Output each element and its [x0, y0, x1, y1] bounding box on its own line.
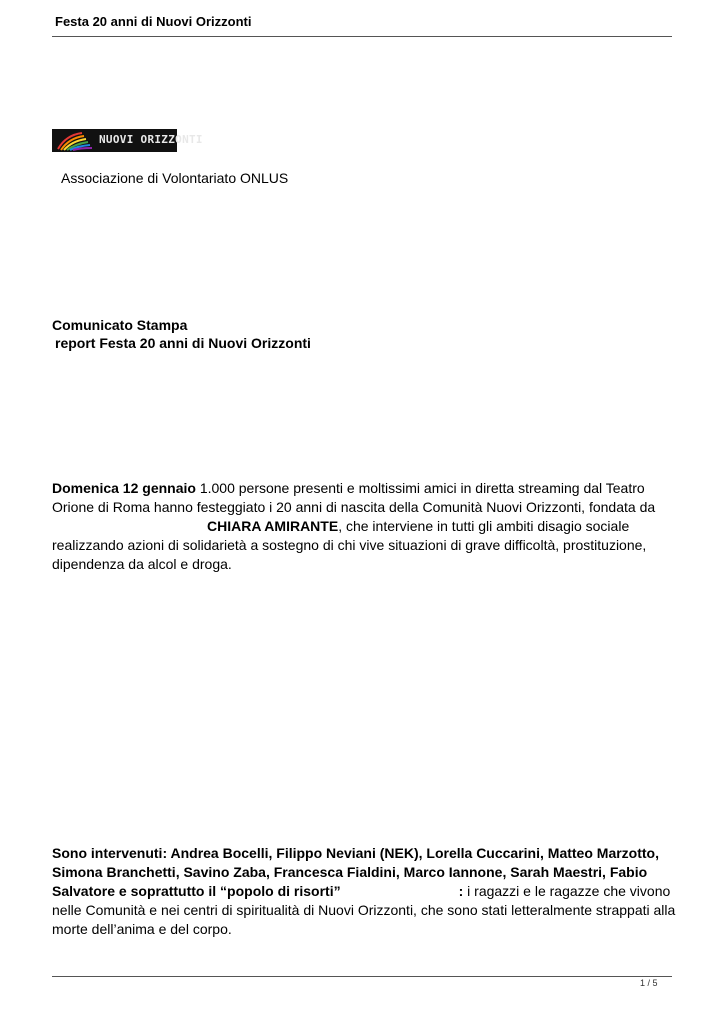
- event-text-a: 1.000 persone presenti e moltissimi amici in diretta streaming dal Teatro Orione di Roma hanno festeggiato i 20 anni di nascita della Comunità Nuovi Orizzonti, fondata da: [52, 480, 656, 515]
- header-divider: [52, 36, 672, 37]
- page-number: 1 / 5: [640, 978, 658, 988]
- rainbow-logo-icon: [52, 129, 100, 152]
- founder-name: CHIARA AMIRANTE: [207, 518, 339, 534]
- press-release-subtitle: report Festa 20 anni di Nuovi Orizzonti: [55, 335, 311, 351]
- event-paragraph: [52, 479, 677, 574]
- logo-text: NUOVI ORIZZONTI: [99, 133, 203, 146]
- speakers-text: i ragazzi e le ragazze che vivono nelle Comunità e nei centri di spiritualità di Nuovi Orizzonti, che sono stati letteralmente strappati alla morte dell’anima e del corpo.: [52, 883, 676, 937]
- press-release-title: Comunicato Stampa: [52, 317, 188, 333]
- association-subtitle: Associazione di Volontariato ONLUS: [61, 170, 289, 186]
- page-header-title: Festa 20 anni di Nuovi Orizzonti: [55, 14, 252, 29]
- event-text-b: , che interviene in tutti gli ambiti disagio sociale realizzando azioni di solidarietà a sostegno di chi vive situazioni di grave difficoltà, prostituzione, dipendenza da alcol e droga.: [52, 518, 647, 572]
- nuovi-orizzonti-logo: [52, 129, 203, 152]
- speakers-list: Sono intervenuti: Andrea Bocelli, Filippo Neviani (NEK), Lorella Cuccarini, Matteo Marzotto, Simona Branchetti, Savino Zaba, Francesca Fialdini, Marco Iannone, Sarah Maestri, Fabio Salvatore e soprattutto il “popolo di risorti”: [52, 845, 659, 899]
- event-date: Domenica 12 gennaio: [52, 480, 196, 496]
- speakers-colon: :: [458, 883, 464, 899]
- speakers-paragraph: [52, 844, 677, 939]
- footer-divider: [52, 976, 672, 977]
